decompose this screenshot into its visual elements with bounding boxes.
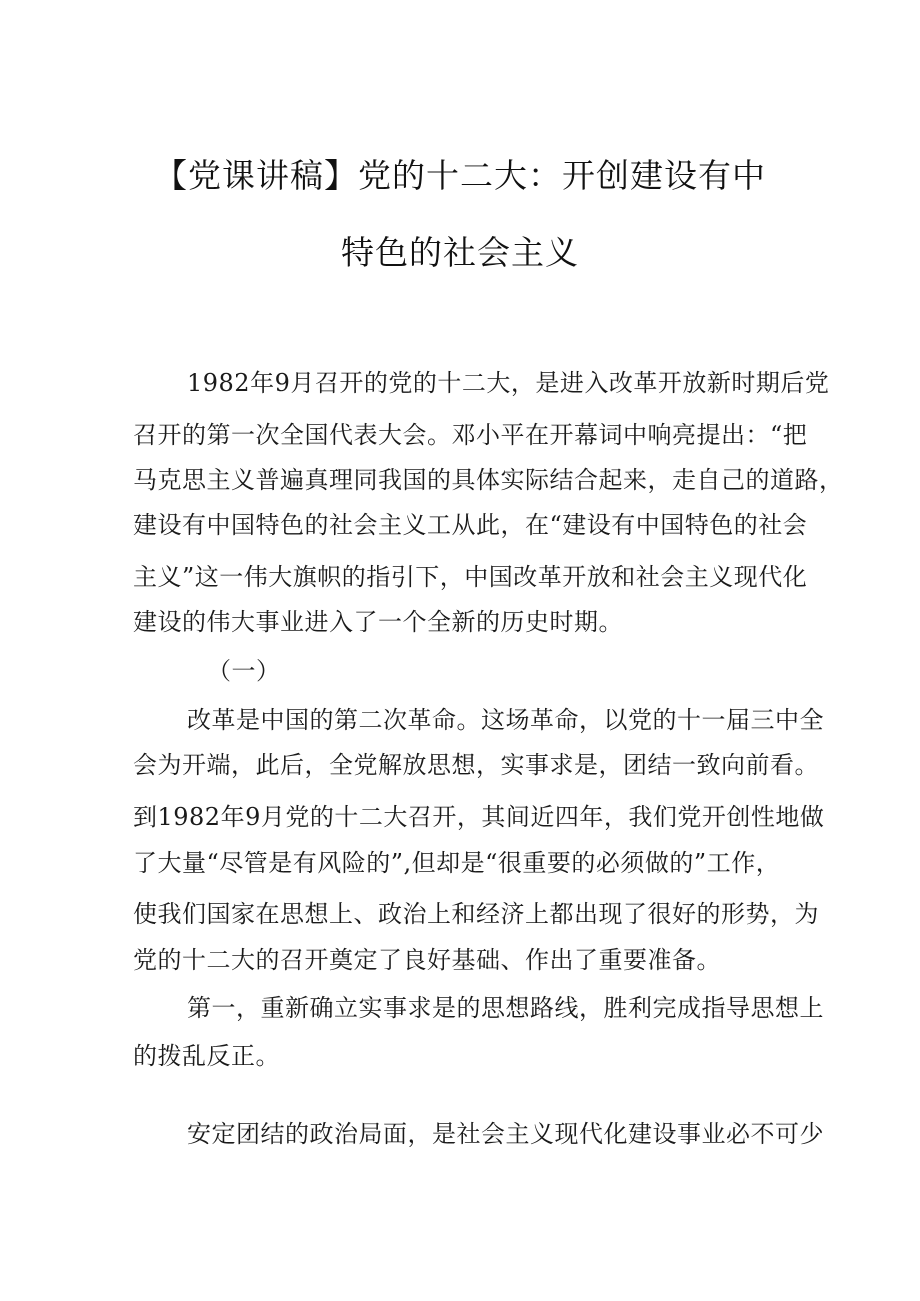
paragraph-1-line-6: 建设的伟大事业进入了一个全新的历史时期。	[133, 608, 623, 636]
paragraph-1-line-5: 主义”这一伟大旗帜的指引下，中国改革开放和社会主义现代化	[133, 563, 808, 591]
paragraph-2-line-3: 到1982年9月党的十二大召开，其间近四年，我们党开创性地做	[133, 803, 825, 831]
paragraph-1-line-1: 1982年9月召开的党的十二大，是进入改革开放新时期后党	[187, 369, 830, 397]
paragraph-4-line-1: 安定团结的政治局面，是社会主义现代化建设事业必不可少	[187, 1120, 824, 1148]
document-body	[133, 0, 844, 1301]
document-title-line-1: 【党课讲稿】党的十二大：开创建设有中	[154, 156, 766, 195]
paragraph-1-line-2: 召开的第一次全国代表大会。邓小平在开幕词中响亮提出：“把	[133, 421, 808, 449]
section-heading: （一）	[207, 657, 281, 685]
paragraph-1-line-3: 马克思主义普遍真理同我国的具体实际结合起来，走自己的道路，	[133, 466, 844, 494]
paragraph-2-line-6: 党的十二大的召开奠定了良好基础、作出了重要准备。	[133, 946, 721, 974]
paragraph-1-line-4: 建设有中国特色的社会主义工从此，在“建设有中国特色的社会	[133, 511, 808, 539]
paragraph-2-line-5: 使我们国家在思想上、政治上和经济上都出现了很好的形势，为	[133, 900, 819, 928]
paragraph-2-line-4: 了大量“尽管是有风险的”,但却是“很重要的必须做的”工作，	[133, 849, 781, 877]
paragraph-3-line-2: 的拨乱反正。	[133, 1042, 280, 1070]
document-title-line-2: 特色的社会主义	[341, 233, 579, 272]
paragraph-3-line-1: 第一，重新确立实事求是的思想路线，胜利完成指导思想上	[187, 994, 824, 1022]
paragraph-2-line-2: 会为开端，此后，全党解放思想，实事求是，团结一致向前看。	[133, 751, 819, 779]
paragraph-2-line-1: 改革是中国的第二次革命。这场革命，以党的十一届三中全	[187, 706, 824, 734]
